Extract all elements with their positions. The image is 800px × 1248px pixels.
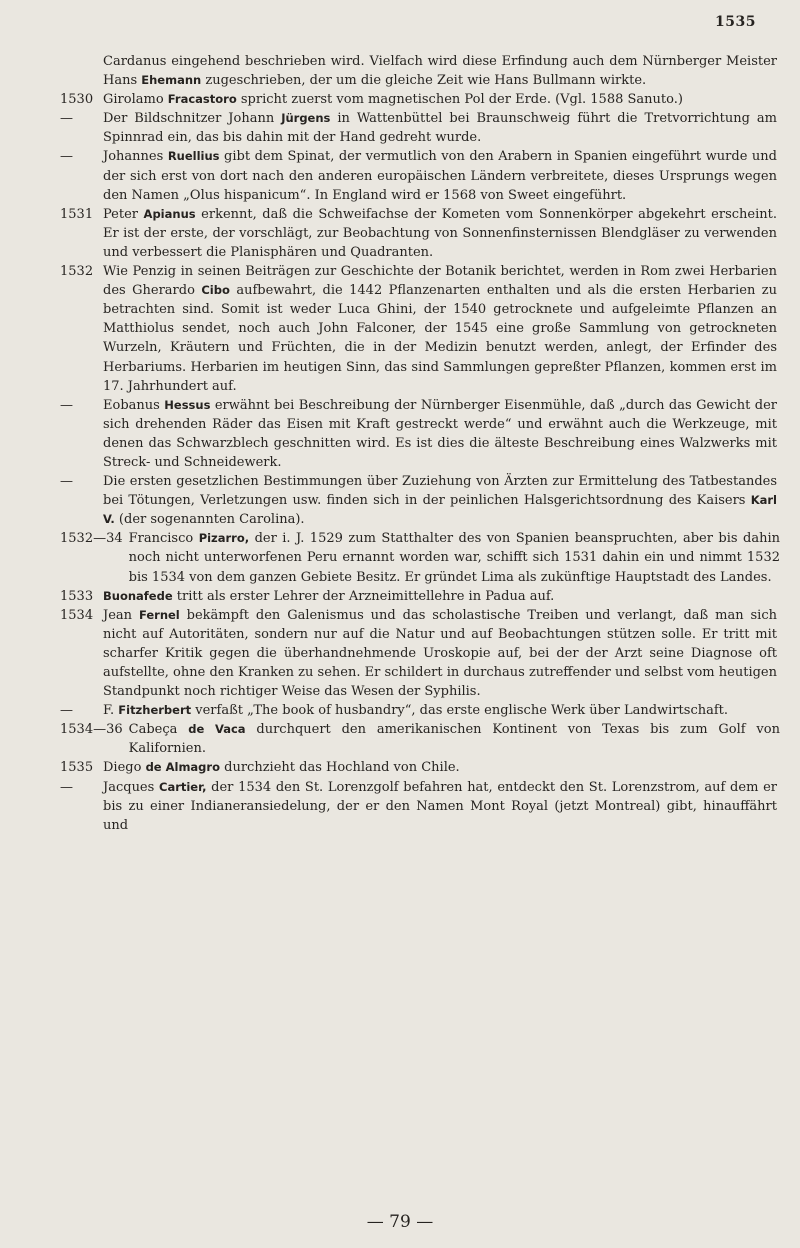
entry-text-segment: tritt als erster Lehrer der Arzneimittellehre in Padua auf. [172, 588, 555, 604]
person-name: Cartier, [159, 779, 207, 794]
chronology-entry [60, 587, 780, 606]
entry-text [103, 701, 777, 720]
person-name: de Almagro [145, 760, 220, 775]
entry-text [103, 90, 777, 109]
entry-text [103, 262, 777, 396]
chronology-entry [60, 606, 780, 701]
chronology-entry [60, 529, 780, 586]
entry-year: 1533 [60, 588, 94, 604]
person-name: Cibo [201, 283, 230, 298]
chronology-entry [60, 262, 780, 396]
chronology-entry [60, 147, 780, 204]
entry-text-segment: Eobanus [103, 397, 165, 413]
entry-text-segment: Jean [103, 607, 139, 623]
entry-text-segment: bekämpft den Galenismus und das scholastische Treiben und verlangt, daß man sich nicht auf Autoritäten, sondern nur auf die Natur und auf Beobachtungen stützen solle. Er tritt mit scharfer Kritik gegen die überhandnehmende Uroskopie auf, bei der der Arzt seine Diagnose oft aufstellte, ohne den Kranken zu sehen. Er schildert in durchaus zutreffender und selbst vom heutigen Standpunkt noch richtiger Weise das Wesen der Syphilis. [103, 607, 777, 700]
entry-year: — [60, 149, 73, 165]
entry-text-segment: erkennt, daß die Schweifachse der Kometen vom Sonnenkörper abgekehrt erscheint. Er ist der erste, der vorschlägt, zur Beobachtung von Sonnenfinsternissen Blendgläser zu verwenden und verbessert die Planisphären und Quadranten. [103, 206, 777, 260]
entry-text-segment: in Wattenbüttel bei Braunschweig führt die Tretvorrichtung am Spinnrad ein, das bis dahin mit der Hand gedreht wurde. [103, 111, 777, 146]
entry-year: — [60, 779, 73, 795]
entry-year: — [60, 474, 73, 490]
entry-text-segment: Girolamo [103, 92, 168, 108]
person-name: Fitzherbert [118, 703, 192, 718]
person-name: Hessus [164, 397, 211, 412]
entry-text-segment: spricht zuerst vom magnetischen Pol der Erde. (Vgl. 1588 Sanuto.) [236, 92, 683, 108]
entry-text [129, 720, 780, 758]
person-name: Ruellius [167, 149, 220, 164]
entry-text [129, 529, 780, 586]
entry-text-segment: durchquert den amerikanischen Kontinent von Texas bis zum Golf von Kalifornien. [128, 722, 780, 757]
entry-text-segment: Diego [103, 760, 146, 776]
person-name: Fernel [138, 607, 180, 622]
entry-text [103, 587, 777, 606]
entry-year: 1532 [60, 264, 94, 280]
entry-text-segment: Jacques [103, 779, 159, 795]
entry-text-segment: der 1534 den St. Lorenzgolf befahren hat, entdeckt den St. Lorenzstrom, auf dem er bis zu einer Indianeransiedelung, der er den Namen Mont Royal (jetzt Montreal) gibt, hinauffährt und [103, 779, 777, 833]
entry-text [103, 205, 777, 262]
entry-text-segment: Der Bildschnitzer Johann [103, 111, 282, 127]
entry-text-segment: erwähnt bei Beschreibung der Nürnberger Eisenmühle, daß „durch das Gewicht der sich drehenden Räder das Eisen mit Kraft gestreckt werde“ und erwähnt auch die Werkzeuge, mit denen das Schwarzblech geschnitten wird. Es ist dies die älteste Beschreibung eines Walzwerks mit Streck- und Schneidewerk. [103, 397, 778, 470]
entry-text [103, 109, 777, 147]
entry-text-segment: zugeschrieben, der um die gleiche Zeit wie Hans Bullmann wirkte. [201, 73, 647, 89]
entry-text [103, 396, 777, 472]
entry-text-segment: Johannes [103, 149, 168, 165]
entry-text-segment: Wie Penzig in seinen Beiträgen zur Geschichte der Botanik berichtet, werden in Rom zwei Herbarien des Gherardo [103, 264, 777, 299]
chronology-entry [60, 701, 780, 720]
person-name: Pizarro, [198, 531, 250, 546]
entry-text-segment: der i. J. 1529 zum Statthalter des von Spanien beanspruchten, aber bis dahin noch nicht unterworfenen Peru ernannt worden war, schifft sich 1531 dahin ein und nimmt 1532 bis 1534 von dem ganzen Gebiete Besitz. Er gründet Lima als zukünftige Hauptstadt des Landes. [128, 531, 780, 585]
entry-year: 1534—36 [60, 722, 123, 738]
entry-text [103, 147, 777, 204]
chronology-entry [60, 720, 780, 758]
entry-text-segment: Cardanus eingehend beschrieben wird. Vielfach wird diese Erfindung auch dem Nürnberger Meister Hans [103, 54, 777, 89]
person-name: Ehemann [141, 73, 202, 88]
person-name: Jürgens [281, 111, 331, 126]
entry-year: — [60, 111, 73, 127]
person-name: Fracastoro [167, 92, 237, 107]
entry-text-segment: Die ersten gesetzlichen Bestimmungen über Zuziehung von Ärzten zur Ermittelung des Tatbestandes bei Tötungen, Verletzungen usw. finden sich in der peinlichen Halsgerichtsordnung des Kaisers [103, 474, 777, 509]
entry-year [60, 52, 103, 90]
entry-text [103, 778, 777, 835]
entry-text-segment: Cabeça [128, 722, 189, 738]
person-name: Apianus [143, 206, 196, 221]
person-name: de Vaca [188, 722, 246, 737]
entry-text-segment: gibt dem Spinat, der vermutlich von den Arabern in Spanien eingeführt wurde und der sich erst von dort nach den anderen europäischen Ländern verbreitete, dieses Ursprungs wegen den Namen „Olus hispanicum“. In England wird er 1568 von Sweet eingeführt. [103, 149, 777, 203]
chronology-entry [60, 472, 780, 529]
chronology-entry [60, 758, 780, 777]
chronology-entry [60, 778, 780, 835]
chronology-entry [60, 52, 780, 90]
page-number-header: 1535 [715, 14, 756, 30]
entry-text-segment: Francisco [128, 531, 199, 547]
entry-text-segment: F. [103, 703, 119, 719]
entry-year: 1530 [60, 92, 94, 108]
entry-year: 1531 [60, 206, 94, 222]
entry-text [103, 472, 777, 529]
chronology-entry [60, 396, 780, 472]
person-name: Buonafede [103, 588, 173, 603]
entry-year: 1532—34 [60, 531, 123, 547]
entry-year: — [60, 703, 73, 719]
entry-year: 1535 [60, 760, 94, 776]
chronology-entry [60, 90, 780, 109]
entry-text [103, 606, 777, 701]
person-name: Karl V. [103, 493, 777, 527]
entry-text-segment: aufbewahrt, die 1442 Pflanzenarten enthalten und als die ersten Herbarien zu betrachten sind. Somit ist weder Luca Ghini, der 1540 getrocknete und aufgeleimte Pflanzen an Matthiolus sendet, noch auch John Falconer, der 1545 eine große Sammlung von getrockneten Wurzeln, Kräutern und Früchten, die in der Medizin benutzt werden, anlegt, der Erfinder des Herbariums. Herbarien im heutigen Sinn, das sind Sammlungen gepreßter Pflanzen, kommen erst im 17. Jahrhundert auf. [103, 283, 777, 394]
page-number-footer: — 79 — [366, 1212, 434, 1232]
entry-text-segment: verfaßt „The book of husbandry“, das erste englische Werk über Landwirtschaft. [191, 703, 729, 719]
entry-text [103, 52, 777, 90]
entry-text-segment: durchzieht das Hochland von Chile. [220, 760, 460, 776]
entry-year: 1534 [60, 607, 94, 623]
entry-text [103, 758, 777, 777]
entry-text-segment: Peter [103, 206, 144, 222]
chronology-text [60, 52, 780, 835]
chronology-entry [60, 205, 780, 262]
chronology-entry [60, 109, 780, 147]
entry-text-segment: (der sogenannten Carolina). [114, 512, 305, 528]
entry-year: — [60, 397, 73, 413]
